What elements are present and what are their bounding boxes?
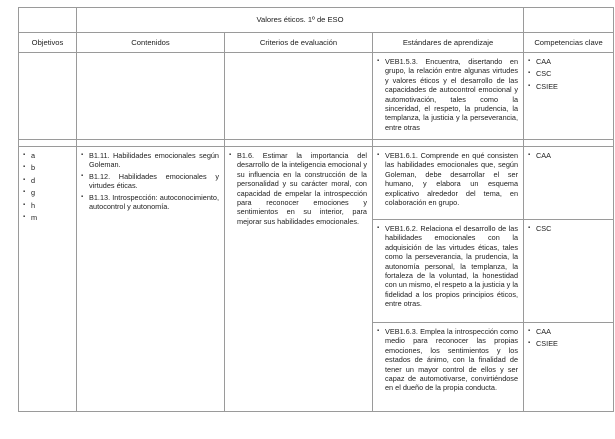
- estandar-cell: [373, 220, 524, 323]
- competencia-item: ▪ CAA: [528, 327, 608, 336]
- competencias-cell: [524, 220, 614, 323]
- row-separator: [19, 140, 614, 147]
- header-estandares: Estándares de aprendizaje: [373, 33, 524, 53]
- objetivo-item: ▪ a: [23, 151, 71, 160]
- contenido-item: ▪ B1.13. Introspección: autoconocimiento, autocontrol y autonomía.: [81, 193, 219, 212]
- competencias-cell: [524, 147, 614, 220]
- column-header-row: [19, 33, 614, 53]
- contenidos-cell-empty: [77, 53, 225, 140]
- header-competencias: Competencias clave: [524, 33, 614, 53]
- objetivo-item: ▪ d: [23, 176, 71, 185]
- curriculum-table: [18, 7, 614, 412]
- competencia-item: ▪ CSIEE: [528, 339, 608, 348]
- contenidos-cell: [77, 147, 225, 412]
- table-row: [19, 53, 614, 140]
- competencia-item: ▪ CSC: [528, 69, 608, 78]
- estandar-text: ▪ VEB1.6.2. Relaciona el desarrollo de las habilidades emocionales con la adquisición de las virtudes éticas, tales como la perseverancia, la prudencia, la autonomía personal, la templanza, la fortaleza de la voluntad, la honestidad con un mismo, el respeto a la justicia y la fidelidad a los propios principios éticos, entre otras.: [377, 224, 518, 309]
- table-row: [19, 147, 614, 220]
- objetivo-item: ▪ g: [23, 188, 71, 197]
- competencia-item: ▪ CSIEE: [528, 82, 608, 91]
- criterios-cell-empty: [225, 53, 373, 140]
- estandar-text: ▪ VEB1.6.3. Emplea la introspección como medio para reconocer las propias emociones, los sentimientos y los estados de ánimo, con la finalidad de tener un mayor control de ellos y ser capaz de automotivarse, convirtiéndose en el dueño de la propia conducta.: [377, 327, 518, 393]
- header-objetivos: Objetivos: [19, 33, 77, 53]
- objetivo-item: ▪ b: [23, 163, 71, 172]
- empty-corner-cell: [19, 8, 77, 33]
- competencias-cell: [524, 53, 614, 140]
- objetivos-cell: [19, 147, 77, 412]
- table-title: Valores éticos. 1º de ESO: [77, 8, 524, 33]
- criterios-cell: [225, 147, 373, 412]
- estandar-cell: [373, 323, 524, 412]
- estandar-text: ▪ VEB1.5.3. Encuentra, disertando en grupo, la relación entre algunas virtudes y valores éticos y el desarrollo de las capacidades de autocontrol emocional y automotivación, tales como la sinceridad, el respeto, la prudencia, la templanza, la justicia y la perseverancia, entre otras: [377, 57, 518, 132]
- competencia-item: ▪ CAA: [528, 151, 608, 160]
- header-criterios: Criterios de evaluación: [225, 33, 373, 53]
- header-contenidos: Contenidos: [77, 33, 225, 53]
- competencia-item: ▪ CSC: [528, 224, 608, 233]
- table-title-row: [19, 8, 614, 33]
- competencias-cell: [524, 323, 614, 412]
- objetivos-cell-empty: [19, 53, 77, 140]
- criterio-text: ▪ B1.6. Estimar la importancia del desarrollo de la inteligencia emocional y su influencia en la construcción de la personalidad y su carácter moral, con capacidad de empelar la introspección para reconocer emociones y sentimientos en su interior, para mejorar sus habilidades emocionales.: [229, 151, 367, 226]
- objetivo-item: ▪ h: [23, 201, 71, 210]
- estandar-cell: [373, 147, 524, 220]
- contenido-item: ▪ B1.12. Habilidades emocionales y virtudes éticas.: [81, 172, 219, 191]
- estandar-cell: [373, 53, 524, 140]
- empty-title-cell: [524, 8, 614, 33]
- competencia-item: ▪ CAA: [528, 57, 608, 66]
- objetivo-item: ▪ m: [23, 213, 71, 222]
- contenido-item: ▪ B1.11. Habilidades emocionales según Goleman.: [81, 151, 219, 170]
- estandar-text: ▪ VEB1.6.1. Comprende en qué consisten las habilidades emocionales que, según Goleman, debe desarrollar el ser humano, y elabora un esquema explicativo alrededor del tema, en colaboración en grupo.: [377, 151, 518, 207]
